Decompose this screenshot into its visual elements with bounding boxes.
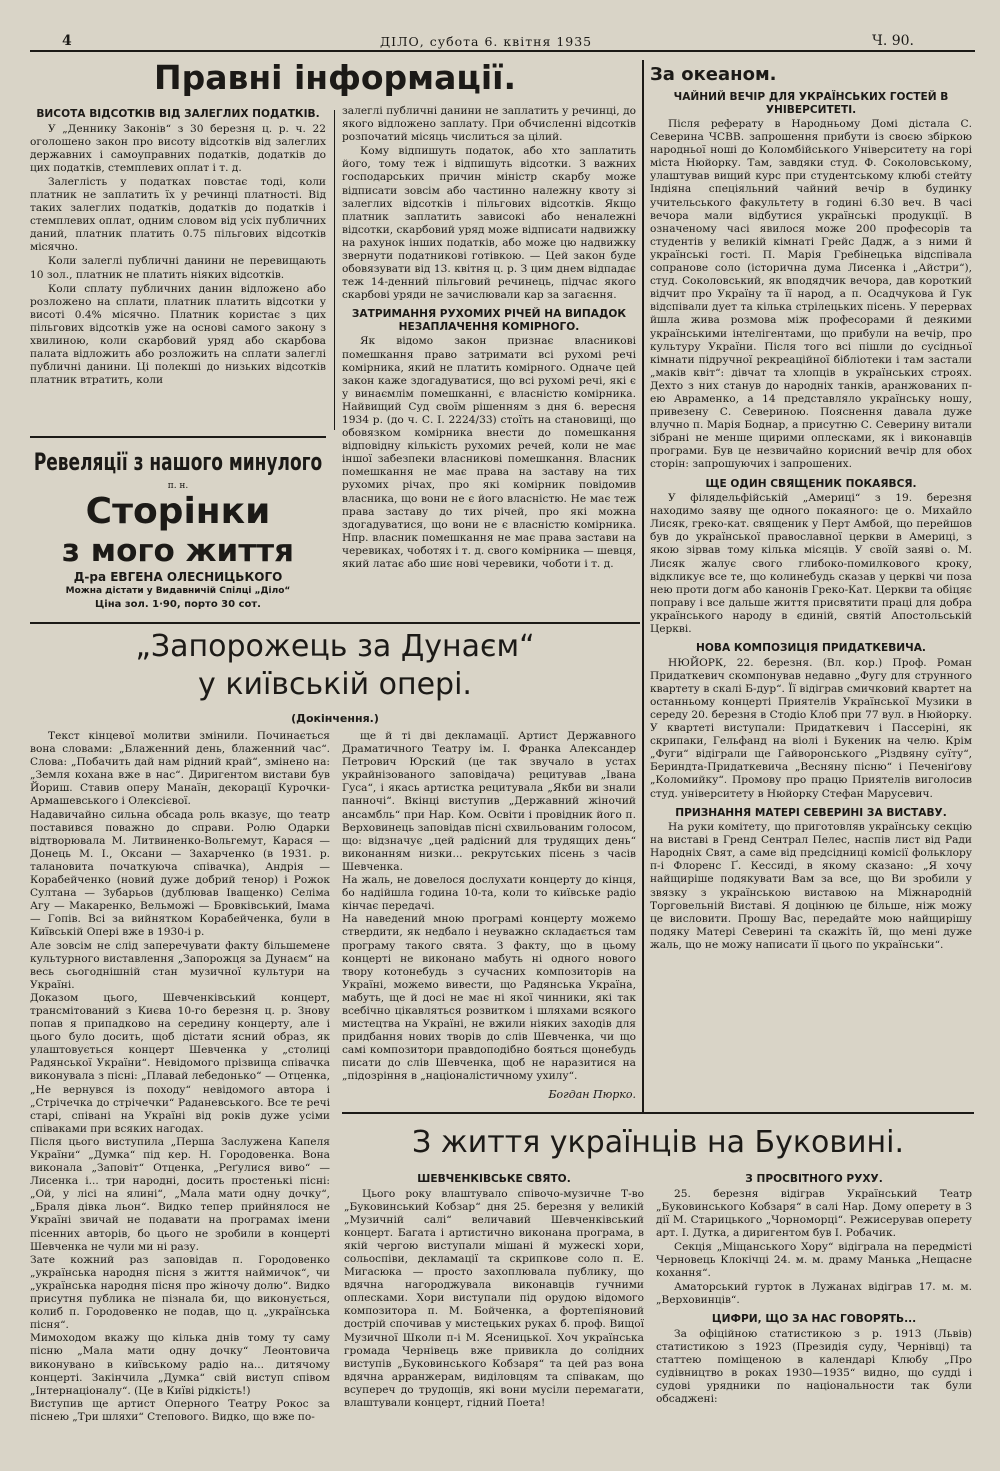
bukovyna-column-2 [656, 1170, 972, 1468]
pravni-paragraph: Як відомо закон признає власникові помешкання право затримати всі рухомі речі комірника, який не платить комірного. Одначе цей закон каже здогадуватися, що всі рухомі речі, які є у винаємлім помешканні, є власністю комірника. Найвищий Суд своїм рішенням з дня 6. вересня 1934 р. (до ч. С. І. 2224/33) стоїть на становищі, що обовязком комірника внести до помешкання відповідну кількість рухомих речей, коли не має іншої забезпеки власникові помешкання. Власник помешкання не має права на заставу на тих рухомих річах, про які комірник повідомив власника, що вони не є його власністю. Не має теж права заставу до тих річей, про які можна здогадуватися, що вони не є власністю комірника. Нпр. власник помешкання не має права застави на черевиках, чоботях і т. д. свого комірника — шевця, який латає або шиє нові черевики, чоботи і т. д. [342, 335, 636, 570]
vertical-rule-right [642, 60, 644, 1112]
pravni-paragraph: Коли сплату публичних данин відложено або розложено на сплати, платник платить відсотки у висоті 0.4% місячно. Платник користає з цих пільгових відсотків уже на основі самого закону з хвилиною, коли скарбовий уряд або скарбова палата відложить або розложить на сплати залеглі публичні данини. Ці полекші до низьких відсотків платник втратить, коли [30, 282, 326, 387]
pravni-paragraph: Коли залеглі публичні данини не перевищають 10 зол., платник не платить ніяких відсотків. [30, 255, 326, 281]
issue-number: Ч. 90. [872, 33, 914, 49]
pravni-paragraph: Кому відпишуть податок, або хто заплатить його, тому теж і відпишуть відсотки. З важних господарських причин міністр скарбу може відписати зовсім або частинно належну квоту зі залеглих відсотків і пільгових відсотків. Якщо платник заплатить зависокі або неналежні відсотки, скарбовий уряд може відписати надвижку на рахунок інших податків, або може цю надвижку звернути податникові готівкою. — Цей закон буде обовязувати від 13. квітня ц. р. З цим днем відпадає теж 14-денний пільговий речинець, підчас якого скарбові уряди не зачислювали кар за загаєння. [342, 145, 636, 302]
bukovyna-paragraph: За офіційною статистикою з р. 1913 (Львів) статистикою з 1923 (Президія суду, Чернівці) та статтею поміщеною в календарі Клюбу „Про судівництво в роках 1930—1935“ видно, що судді і судові урядники по національности так були обсаджені: [656, 1327, 972, 1406]
pravni-paragraph: залеглі публичні данини не заплатить у речинці, до якого відложено заплату. При обчисленні відсотків розпочатий місяць числиться за цілий. [342, 105, 636, 144]
zaporozhets-column-1: Текст кінцевої молитви змінили. Починається вона словами: „Блаженний день, блаженний час“. Слова: „Побачить дай нам рідний край“, змінено на: „Земля кохана вже в нас“. Диригентом вистави був Йориш. Ставив оперу Манаїн, декорації Курочки-Армашевського і Олексієвої. Надавичайно сильна обсада роль вказує, що театр поставився поважно до справи. Ролю Одарки відтворювала М. Литвиненко-Вольгемут, Карася — Донець М. І., Оксани — Захарченко (в 1931. р. талановита початкуюча співачка), Андрія — Корабейченко (новий дуже добрий тенор) і Рожок Султана — Зубарьов (дублював Іващенко) Селіма Агу — Макаренко, Вельможі — Бровківський, Імама — Гопів. Всі за вийнятком Корабейченка, були в Київській Опері вже в 1930-і р. Але зовсім не слід заперечувати факту більшемене культурного виставлення „Запорожця за Дунаєм“ на весь сьогоднішній стан музичної культури на Україні. Доказом цього, Шевченківський концерт, трансмітований з Києва 10-го березня ц. р. Знову попав я припадково на середину концерту, але і цього було досить, щоб дістати ясний образ, як улаштовується концерт Шевченка у „столиці Радянської України“. Невідомого прізвища співачка виконувала з пісні: „Плавай лебедонько“ — Отценка, „Не вернувся із походу“ невідомого автора і „Стрічечка до стрічечки“ Раданевського. Все те речі старі, співані на Україні від років дуже усіми співаками при всяких нагодах. Після цього виступила „Перша Заслужена Капеля України“ „Думка“ під кер. Н. Городовенка. Вона виконала „Заповіт“ Отценка, „Реґулися виво“ — Лисенка і... три народні, досить простенькі пісні: „Ой, у лісі на ялині“, „Мала мати одну дочку“, „Браля дівка льон“. Видко тепер прийнялося не Україні звичай не подавати на програмах імени пісенних авторів, бо цього не зробили в концерті Шевченка не чули ми ні разу. Зате кожний раз заповідав п. Городовенко „українська народня пісня з життя наймичок“, чи „українська народня пісня про жіночу долю“. Видко присутня публика не пізнала би, що виконується, колиб п. Городовенко не подав, що ц. „українська пісня“. Мимоходом вкажу що кілька днів тому ту саму пісню „Мала мати одну дочку“ Леонтовича виконувано в київському радіо на... дитячому концерті. Закінчила „Думка“ свій виступ співом „Інтернаціоналу“. (Це в Київі рідкість!) Виступив ще артист Оперного Театру Рокос за піснею „Три шляхи“ Степового. Видко, що вже по- [30, 730, 330, 1423]
okean-paragraph: Після реферату в Народньому Домі дістала С. Северина ЧСВВ. запрошення прибути із своєю збіркою народньої ноші до Коломбійського Університету на горі міста Нюйорку. Там, завдяки студ. Ф. Соколовському, улаштував вищий курс при студентському клюбі стейту Індіяна спеціяльний чайний вечір в будинку учительського факультету в годині 6.30 веч. В часі вечора мали відбутися українські продукції. В означеному часі явилося може 200 професорів та студентів у великій кімнаті Грейс Дадж, а з ними й українські гості. П. Марія Гребінецька відспівала сопранове соло (історична дума Лисенка і „Айстри“), студ. Соколовський, як вподядчик вечора, дав короткий відчит про Україну та її народ, а п. Осадчукова й Гук відспівали дует та кілька стрілецьких пісень. У перервах йшла жива розмова між професорами й деякими українськими інтелігентами, що прибули на вечір, про культуру України. Після того всі пішли до сусідньої кімнати підручної рекреаційної бібліотеки і там застали „маків квіт“: дівчат та хлопців в українських строях. Дехто з них станув до народніх танків, аранжованих п-ею Авраменко, а 14 представляло українську ношу, привезену С. Севериною. Пояснення давала дуже влучно п. Марія Боднар, а присутню С. Северину витали зібрані не менше щирими оплесками, як і виконавців програми. Був це незвичайно корисний вечір для обох сторін: запрошуючих і запрошених. [650, 118, 972, 471]
zaporozhets-subtitle: (Докінчення.) [291, 712, 379, 725]
rule-under-pravni-col1 [30, 436, 326, 438]
ad-sale: Можна дістати у Видавничій Спілці „Діло“ [65, 586, 291, 596]
ad-author: Д-ра ЕВГЕНА ОЛЕСНИЦЬКОГО [73, 570, 283, 584]
bukovyna-title: З життя українців на Буковині. [411, 1125, 905, 1160]
okean-heading-1: ЧАЙНИЙ ВЕЧІР ДЛЯ УКРАЇНСЬКИХ ГОСТЕЙ В УНІВЕРСИТЕТІ. [673, 91, 949, 116]
pravni-column-1 [30, 105, 326, 435]
zaporozhets-column-2: ще й ті дві декламації. Артист Державного Драматичного Театру ім. І. Франка Александер Петрович Юрский (це так звучало в устах украйнізованого заповідача) рецитував „Івана Гуса“, і якась артистка рецитувала „Якби ви знали панночі“. Вкінці виступив „Державний жіночий ансамбль“ при Нар. Ком. Освіти і провідник його п. Верховинець заповідав пісні схвильованим голосом, що: відзначує „цей радісний для трудящих день“ виконанням низки... рекрутських пісень з часів Шевченка. На жаль, не довелося дослухати концерту до кінця, бо надійшла година 10-та, коли то київське радіо кінчає передачі. На наведений мною програмі концерту можемо ствердити, як недбало і неуважно складається там програму такого свята. З факту, що в цьому концерті не виконано мабуть ні одного нового твору котонебудь з сучасних композиторів на Україні, можемо вивести, що Радянська Україна, мабуть, ще й досі не має ні якої чинники, які так всебічно цікавляться розвитком і шляхами всякого мистецтва на Україні, не вжили ніяких заходів для придбання нових творів до слів Шевченка, чи що самі композитори правдоподібно бояться щонебудь писати до слів Шевченка, щоб не наразитися на „підозріння в „націоналістичному ухилу“. [342, 730, 636, 1083]
pravni-paragraph: Залеглість у податках повстає тоді, коли платник не заплатить їх у речинці платності. Від таких залеглих податків, додатків до податків і стемплевих оплат, одним словом від усіх публичних даний, платник платить 0.75 пільгових відсотків місячно. [30, 175, 326, 254]
ad-title-2: з мого життя [61, 533, 295, 569]
okean-paragraph: НЮЙОРК, 22. березня. (Вл. кор.) Проф. Роман Придаткевич скомпонував недавно „Фугу для струнного квартету в скалі Б-дур“. Її відіграв смичковий квартет на останньому концерті Приятелів Української Музики в середу 20. березня в Стодіо Клоб при 77 вул. в Нюйорку. У квартеті виступали: Придаткевич і Пассеріні, як скрипаки, Гельфанд на віолі і Букеник на челю. Крім „Фуги“ відіграли ще Гайворонського „Різдвяну суїту“, Бериндта-Придаткевича „Весняну пісню“ і Печеніґову „Коломийку“. Промову про працю Приятелів виголосив студ. університету в Нюйорку Стефан Марусевич. [650, 656, 972, 800]
rule-above-bukovyna [342, 1112, 974, 1114]
za-okeanom-title: За океаном. [650, 64, 777, 85]
bukovyna-heading-2: З ПРОСВІТНОГО РУХУ. [745, 1173, 883, 1185]
page-number: 4 [62, 33, 72, 49]
ad-title-1: Сторінки [85, 491, 271, 532]
masthead: ДІЛО, субота 6. квітня 1935 [380, 34, 593, 49]
bukovyna-paragraph: Аматорський гурток в Лужанах відіграв 17. м. м. „Верховинців“. [656, 1281, 972, 1307]
pravni-heading-1: ВИСОТА ВІДСОТКІВ ВІД ЗАЛЕГЛИХ ПОДАТКІВ. [36, 108, 320, 120]
header-rule [30, 50, 975, 52]
bukovyna-paragraph: Секція „Міщанського Хору“ відіграла на передмісті Черновець Клокічці 24. м. м. драму Манька „Нещасне кохання“. [656, 1240, 972, 1280]
bukovyna-paragraph: 25. березня відіграв Український Театр „Буковинського Кобзаря“ в салі Нар. Дому оперету в 3 дії М. Старицького „Чорноморці“. Режисерував оперету арт. І. Дутка, а диригентом був І. Робачик. [656, 1187, 972, 1239]
pravni-column-2 [342, 105, 636, 620]
pravni-paragraph: У „Деннику Законів“ з 30 березня ц. р. ч. 22 оголошено закон про висоту відсотків від залеглих державних і самоуправних податків, додатків до цих податків, стемплевих оплат і т. д. [30, 122, 326, 174]
okean-paragraph: У філядельфійській „Америці“ з 19. березня находимо заяву ще одного покаяного: це о. Михайло Лисяк, греко-кат. священик у Перт Амбой, що перейшов був до української православної церкви в Америці, з якою зірвав тому кілька місяців. У своїй заяві о. М. Лисяк жалує свого глибоко-помилкового кроку, відкликує все те, що колинебудь сказав у церкві чи поза нею проти догм або канонів Греко-Кат. Церкви та обіцяє поправу і все дальше життя присвятити праці для добра українського народу в єдиній, святій Апостольській Церкві. [650, 492, 972, 635]
bukovyna-paragraph: Цього року влаштувало співочо-музичне Т-во „Буковинський Кобзар“ дня 25. березня у великій „Музичній салі“ величавий Шевченківський концерт. Багата і артистично виконана програма, в якій чергою виступали мішані й мужескі хори, сольоспіви, декламації та скрипкове соло п. Е. Мигасюка — просто захоплювала публику, що вдячна нагороджувала виконавців гучними оплесками. Хори виступали під орудою відомого композитора п. М. Бойченка, а фортепіяновий дострій спочивав у мистецьких руках б. проф. Вищої Музичної Школи п-і М. Ясеницької. Хоч українська громада Чернівець вже привикла до солідних виступів „Буковинського Кобзаря“ та цей раз вона вдячна арранжерам, виділовцям та співакам, що всупереч до трудощів, які вони мусіли перемагати, влаштували концерт, гідний Поета! [344, 1187, 644, 1409]
ad-price: Ціна зол. 1·90, порто 30 сот. [95, 599, 261, 610]
column-divider [334, 110, 335, 430]
bukovyna-column-1 [344, 1170, 644, 1468]
zaporozhets-signature: Богдан Пюрко. [548, 1088, 636, 1101]
za-okeanom-column [650, 62, 972, 1110]
zaporozhets-title [30, 628, 640, 728]
pravni-heading-2: ЗАТРИМАННЯ РУХОМИХ РІЧЕЙ НА ВИПАДОК НЕЗАПЛАЧЕННЯ КОМІРНОГО. [351, 308, 627, 333]
okean-paragraph: На руки комітету, що приготовляв українську секцію на виставі в Гренд Сентрал Пелес, наспів лист від Ради Народніх Свят, а саме від предсідниці комісії фольклору п-і Флоренс Ґ. Кессиді, в якому сказано: „Я хочу найщиріше подякувати Вам за все, що Ви зробили у звязку з українською виставою на Міжнародній Торговельній Виставі. Я доцінюю це більше, ніж можу це висловити. Прошу Вас, передайте мою найщирішу подяку Матері Северині та скажіть їй, що мені дуже жаль, що не можу написати її цього по українськи“. [650, 821, 972, 951]
okean-heading-4: ПРИЗНАННЯ МАТЕРІ СЕВЕРИНІ ЗА ВИСТАВУ. [675, 806, 947, 819]
pravni-title: Правні інформації. [153, 58, 516, 97]
zaporozhets-title-line-1: „Запорожець за Дунаєм“ [135, 629, 535, 664]
rule-under-ad [30, 622, 640, 624]
okean-heading-3: НОВА КОМПОЗИЦІЯ ПРИДАТКЕВИЧА. [696, 642, 926, 655]
bukovyna-heading-3: ЦИФРИ, ЩО ЗА НАС ГОВОРЯТЬ... [711, 1313, 917, 1326]
bukovyna-heading-1: ШЕВЧЕНКІВСЬКЕ СВЯТО. [417, 1173, 571, 1185]
zaporozhets-title-line-2: у київській опері. [198, 667, 472, 702]
ad-pn: п. н. [167, 481, 189, 491]
book-advertisement [30, 444, 326, 620]
okean-heading-2: ЩЕ ОДИН СВЯЩЕНИК ПОКАЯВСЯ. [705, 477, 917, 490]
ad-line-1: Ревеляції з нашого минулого [33, 449, 323, 477]
